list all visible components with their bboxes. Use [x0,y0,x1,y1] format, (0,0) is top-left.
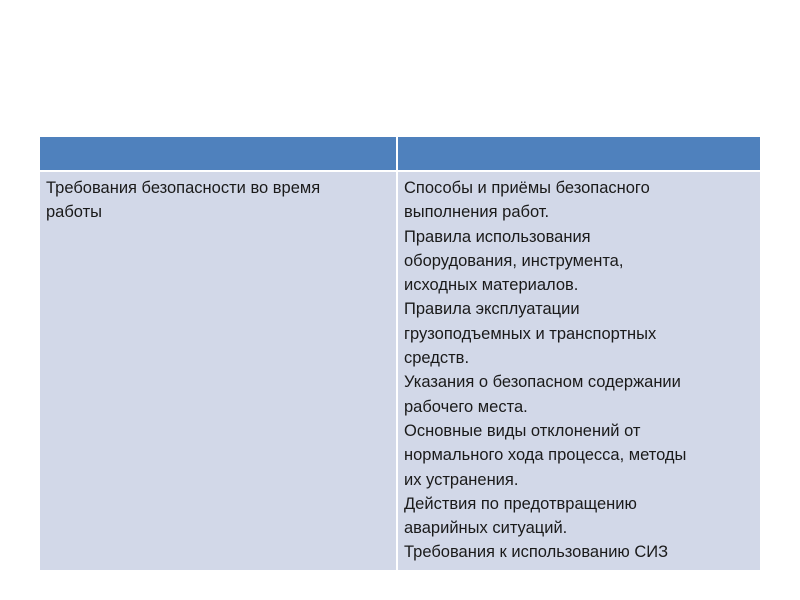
header-cell-1 [40,137,398,170]
details-line: средств. [404,349,470,368]
details-cell [398,172,760,570]
details-line: нормального хода процесса, методы [404,446,687,465]
requirement-line: Требования безопасности во время [46,179,321,197]
details-line: Основные виды отклонений от [404,421,641,440]
header-cell-2 [398,137,760,170]
details-line: рабочего места. [404,397,528,416]
details-line: их устранения. [404,470,519,489]
details-line: Действия по предотвращению [404,494,637,513]
table-row [40,172,760,570]
table-header-row [40,137,760,170]
details-line: Требования к использованию СИЗ [404,543,669,562]
safety-requirements-table [40,137,760,570]
details-line: исходных материалов. [404,276,579,295]
details-line: грузоподъемных и транспортных [404,324,657,343]
details-line: выполнения работ. [404,203,550,222]
details-line: оборудования, инструмента, [404,251,624,270]
details-line: Правила эксплуатации [404,300,580,319]
details-line: Правила использования [404,227,591,246]
requirement-line: работы [46,203,103,222]
details-line: аварийных ситуаций. [404,519,568,538]
requirement-cell [40,172,398,570]
details-line: Указания о безопасном содержании [404,373,681,392]
details-line: Способы и приёмы безопасного [404,179,650,197]
